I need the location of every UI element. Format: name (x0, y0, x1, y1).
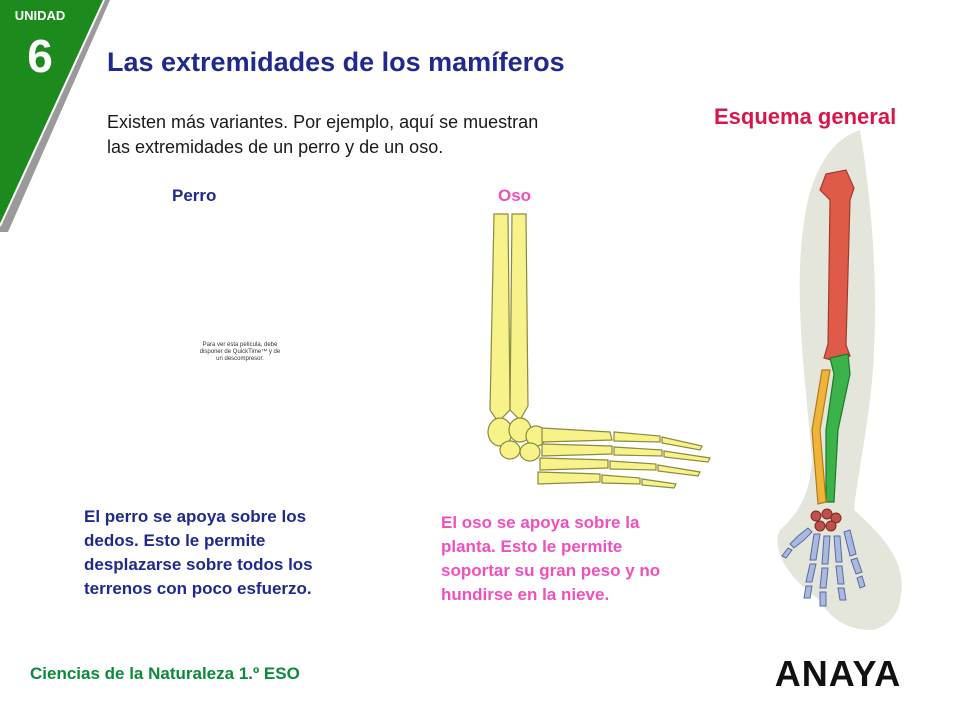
bear-description-line: planta. Esto le permite (441, 537, 623, 556)
publisher-name: ANAYA (774, 655, 902, 689)
intro-line: Existen más variantes. Por ejemplo, aquí se muestran (107, 112, 539, 132)
unit-number: 6 (27, 30, 53, 82)
bear-description-line: hundirse en la nieve. (441, 585, 610, 604)
unit-label: UNIDAD (14, 8, 66, 23)
bear-limb-skeleton (480, 210, 740, 490)
bear-description-line: El oso se apoya sobre la (441, 513, 640, 532)
dog-description (84, 505, 384, 601)
placeholder-line: disponer de QuickTime™ y de (199, 349, 281, 355)
placeholder-line: un descompresor. (216, 356, 264, 362)
human-arm-scheme (750, 130, 930, 630)
dog-description-line: El perro se apoya sobre los (84, 507, 307, 526)
bear-label: Oso (498, 186, 532, 205)
bear-description-line: soportar su gran peso y no (441, 561, 661, 580)
page-title: Las extremidades de los mamíferos (107, 47, 565, 77)
placeholder-line: Para ver esta película, debe (202, 342, 278, 348)
scheme-title: Esquema general (714, 104, 897, 129)
dog-description-line: desplazarse sobre todos los (84, 555, 313, 574)
dog-description-line: dedos. Esto le permite (84, 531, 266, 550)
footer-text: Ciencias de la Naturaleza 1.º ESO (30, 664, 300, 683)
video-placeholder[interactable] (184, 342, 296, 363)
intro-text (107, 110, 647, 160)
publisher-logo (768, 655, 908, 689)
intro-line: las extremidades de un perro y de un oso. (107, 137, 444, 157)
dog-label: Perro (172, 186, 217, 205)
bear-description (441, 511, 741, 607)
dog-description-line: terrenos con poco esfuerzo. (84, 579, 312, 598)
